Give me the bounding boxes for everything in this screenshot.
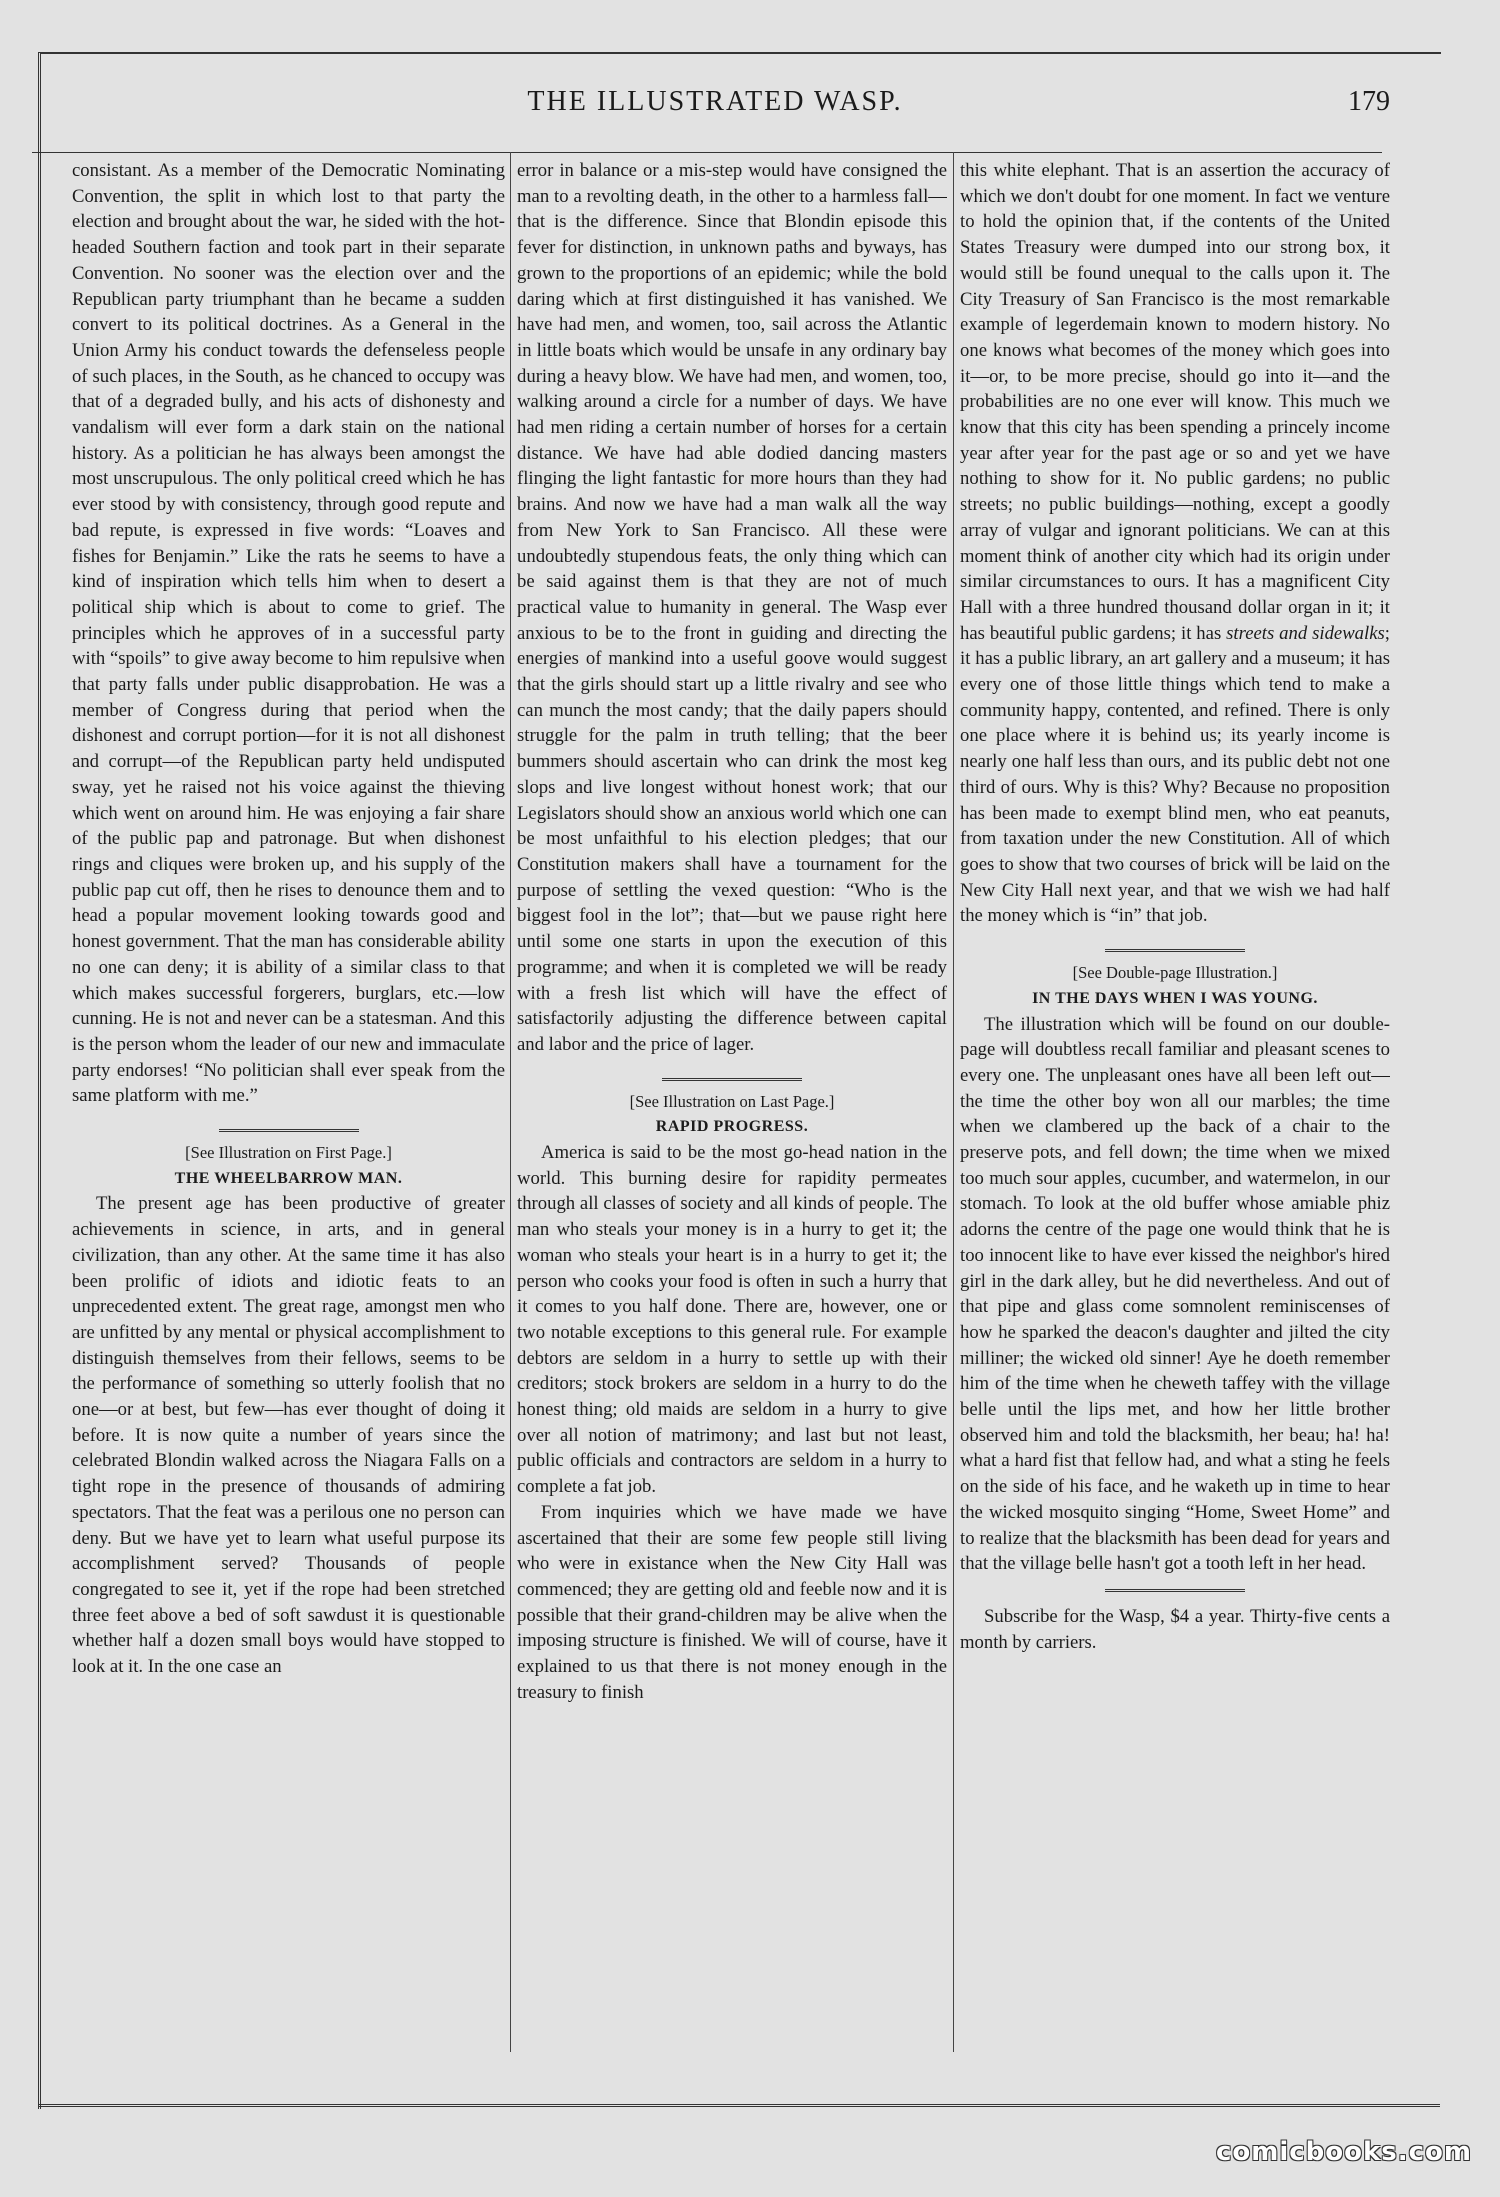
page-number: 179 (1348, 86, 1390, 117)
article-heading: RAPID PROGRESS. (655, 1118, 809, 1136)
article-paragraph: From inquiries which we have made we have ascertained that their are some few people still living who were in existance when the New City Hall was commenced; they are getting old and feeble now and it is possible that their grand-children may be alive when the imposing structure is finished. We will of course, have it explained to us that there is not money enough in the treasury to finish (517, 1501, 947, 1703)
column-divider (953, 152, 954, 2052)
illustration-note: [See Double-page Illustration.] (1072, 963, 1278, 983)
column-middle (517, 158, 947, 2048)
section-rule (662, 1078, 802, 1083)
italic-phrase: streets and sidewalks (1226, 622, 1385, 644)
article-paragraph: America is said to be the most go-head nation in the world. This burning desire for rapidity permeates through all classes of society and all kinds of people. The man who steals your money is in a hurry to get it; the woman who steals your heart is in a hurry to get it; the person who cooks your food is often in such a hurry that it comes to you half done. There are, however, one or two notable exceptions to this general rule. For example debtors are seldom in a hurry to settle up with their creditors; stock brokers are seldom in a hurry to do the honest thing; old maids are seldom in a hurry to give over all notion of matrimony; and last but not least, public officials and contractors are seldom in a hurry to complete a fat job. (517, 1142, 947, 1498)
bottom-border (38, 2104, 1440, 2107)
column-right (960, 158, 1390, 2048)
section-rule (1105, 1589, 1245, 1594)
header-rule (32, 152, 1382, 153)
article-paragraph: consistant. As a member of the Democratic Nominating Convention, the split in which lost to that party the election and brought about the war, he sided with the hot-headed Southern faction and took part in their separate Convention. No sooner was the election over and the Republican party triumphant than he became a sudden convert to its political doctrines. As a General in the Union Army his conduct towards the defenseless people of such places, in the South, as he chanced to occupy was that of a degraded bully, and his acts of dishonesty and vandalism will ever form a dark stain on the national history. As a politician he has always been amongst the most unscrupulous. The only political creed which he has ever stood by with consistency, through good repute and bad repute, is expressed in five words: “Loaves and fishes for Benjamin.” Like the rats he seems to have a kind of inspiration which tells him when to desert a political ship which is about to come to grief. The principles which he approves of in a successful party with “spoils” to give away become to him repulsive when that party falls under public disapprobation. He was a member of Congress during that period when the dishonest and corrupt portion—for it is not all dishonest and corrupt—of the Republican party held undisputed sway, yet he raised not his voice against the thieving which went on around him. He was enjoying a fair share of the public pap and patronage. But when dishonest rings and cliques were broken up, and his supply of the public pap cut off, then he rises to denounce them and to head a popular movement looking towards good and honest government. That the man has considerable ability no one can deny; it is ability of a similar class to that which makes successful forgerers, burglars, etc.—low cunning. He is not and never can be a statesman. And this is the person whom the leader of our new and immaculate party endorses! “No politician shall ever speak from the same platform with me.” (72, 160, 505, 1107)
column-left (72, 158, 505, 2048)
running-head: THE ILLUSTRATED WASP. (527, 86, 903, 117)
section-rule (219, 1129, 359, 1134)
article-heading: THE WHEELBARROW MAN. (174, 1169, 403, 1187)
page-header (40, 80, 1390, 128)
article-heading: IN THE DAYS WHEN I WAS YOUNG. (1032, 989, 1318, 1007)
paragraph-text: ; it has a public library, an art gallery and a museum; it has every one of those little things which tend to make a community happy, contented, and refined. There is only one place where it is behind us; its yearly income is nearly one half less than ours, and its public debt not one third of ours. Why is this? Why? Because no proposition has been made to exempt blind men, who eat peanuts, from taxation under the new Constitution. All of which goes to show that two courses of brick will be laid on the New City Hall next year, and that we wish we had half the money which is “in” that job. (960, 622, 1390, 927)
watermark-logo: comicbooks.com (1215, 2137, 1472, 2167)
paragraph-text: this white elephant. That is an assertion the accuracy of which we don't doubt for one moment. In fact we venture to hold the opinion that, if the contents of the United States Treasury were dumped into our strong box, it would still be found unequal to the calls upon it. The City Treasury of San Francisco is the most remarkable example of legerdemain known to modern history. No one knows what becomes of the money which goes into it—or, to be more precise, should go into it—and the probabilities are no one ever will know. This much we know that this city has been spending a princely income year after year for the past age or so and yet we have nothing to show for it. No public gardens; no public streets; no public buildings—nothing, except a goodly array of vulgar and ignorant politicians. We can at this moment think of another city which had its origin under similar circumstances to ours. It has a magnificent City Hall with a three hundred thousand dollar organ in it; it has beautiful public gardens; it has (960, 160, 1390, 644)
illustration-note: [See Illustration on Last Page.] (629, 1091, 835, 1111)
column-divider (510, 152, 511, 2052)
section-rule (1105, 949, 1245, 954)
article-paragraph: The illustration which will be found on our double-page will doubtless recall familiar and pleasant scenes to every one. The unpleasant ones have all been left out—the time the other boy won all our marbles; the time when we clambered up the back of a chair to the preserve pots, and fell down; the time when we mixed too much sour apples, cucumber, and watermelon, in our stomach. To look at the old buffer whose amiable phiz adorns the centre of the page one would think that he is too innocent like to have ever kissed the neighbor's hired girl in the dark alley, but he did nevertheless. And out of that pipe and glass come somnolent reminiscenses of how he sparked the deacon's daughter and jilted the city milliner; the wicked old sinner! Aye he doeth remember him of the time when he cheweth taffey with the village belle until the lips met, and how her little brother observed him and told the blacksmith, her beau; ha! ha! what a hard fist that fellow had, and what a sting he feels on the side of his face, and he waketh up in time to hear the wicked mosquito singing “Home, Sweet Home” and to realize that the blacksmith has been dead for years and that the village belle hasn't got a tooth left in her head. (960, 1013, 1390, 1575)
subscription-notice: Subscribe for the Wasp, $4 a year. Thirty-five cents a month by carriers. (960, 1605, 1390, 1653)
article-paragraph: error in balance or a mis-step would have consigned the man to a revolting death, in the other to a harmless fall—that is the difference. Since that Blondin episode this fever for distinction, in unknown paths and byways, has grown to the proportions of an epidemic; while the bold daring which at first distinguished it has vanished. We have had men, and women, too, sail across the Atlantic in little boats which would be unsafe in any ordinary bay during a heavy blow. We have had men, and women, too, walking around a circle for a number of days. We have had men riding a certain number of horses for a certain distance. We have had able dodied dancing masters flinging the light fantastic for more hours than they had brains. And now we have had a man walk all the way from New York to San Francisco. All these were undoubtedly stupendous feats, the only thing which can be said against them is that they are not of much practical value to humanity in general. The Wasp ever anxious to be to the front in guiding and directing the energies of mankind into a useful goove would suggest that the girls should start up a little rivalry and see who can munch the most candy; that the daily papers should struggle for the palm in truth telling; that the beer bummers should ascertain who can drink the most keg slops and live longest without honest work; that our Legislators should show an anxious world which one can be most unfaithful to his election pledges; that our Constitution makers shall have a tournament for the purpose of settling the vexed question: “Who is the biggest fool in the lot”; that—but we pause right here until some one starts in upon the execution of this programme; and when it is completed we will be ready with a fresh list which will have the effect of satisfactorily adjusting the difference between capital and labor and the price of lager. (517, 160, 947, 1055)
article-paragraph: The present age has been productive of greater achievements in science, in arts, and in general civilization, than any other. At the same time it has also been prolific of idiots and idiotic feats to an unprecedented extent. The great rage, amongst men who are unfitted by any mental or physical accomplishment to distinguish themselves from their fellows, seems to be the performance of something so utterly foolish that no one—or at best, but few—has ever thought of doing it before. It is now quite a number of years since the celebrated Blondin walked across the Niagara Falls on a tight rope in the presence of thousands of admiring spectators. That the feat was a perilous one no person can deny. But we have yet to learn what useful purpose its accomplishment served? Thousands of people congregated to see it, yet if the rope had been stretched three feet above a bed of soft sawdust it is questionable whether half a dozen small boys would have stopped to look at it. In the one case an (72, 1193, 505, 1678)
illustration-note: [See Illustration on First Page.] (185, 1143, 392, 1163)
article-paragraph (960, 158, 1390, 929)
